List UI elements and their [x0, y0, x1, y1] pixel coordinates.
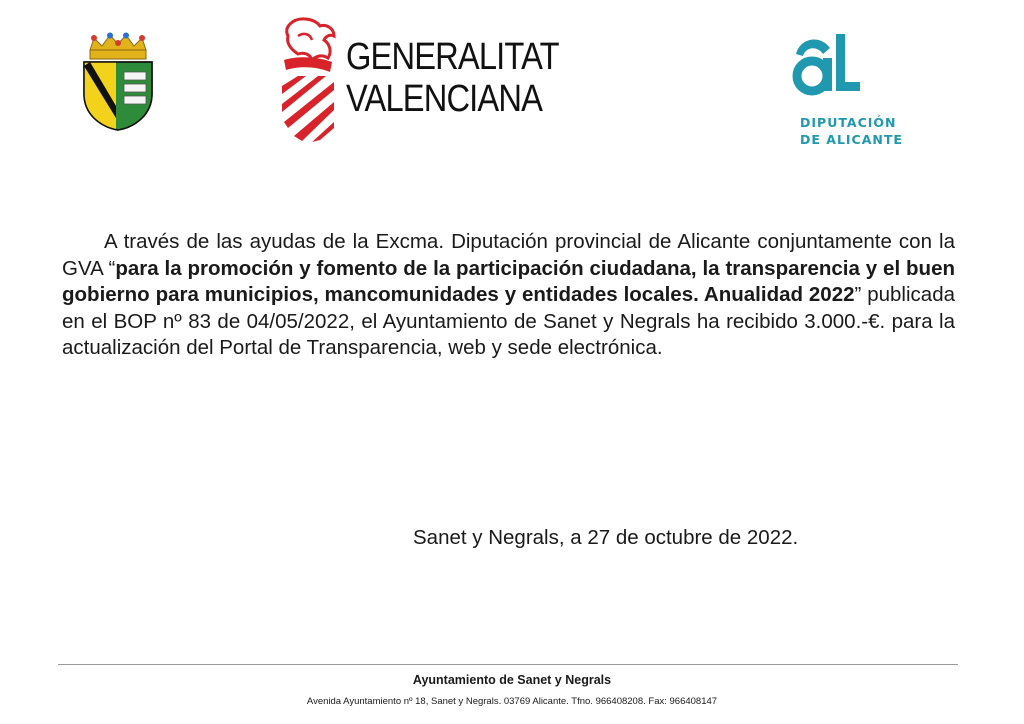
diputacion-line-1: DIPUTACIÓN [800, 115, 897, 130]
announcement-details: ” publicada en el BOP nº 83 de 04/05/2022, el Ayuntamiento de Sanet y Negrals ha recibido 3.000.-€. para la actualización del Portal de Transparencia, web y sede electrónica. [62, 283, 955, 359]
generalitat-line-1: GENERALITAT [346, 36, 559, 78]
footer-address: Avenida Ayuntamiento nº 18, Sanet y Negrals. 03769 Alicante. Tfno. 966408208. Fax: 966408147 [306, 696, 718, 707]
announcement-intro: A través de las ayudas de la Excma. Diputación provincial de Alicante conjuntamente con la GVA “ [62, 230, 955, 280]
generalitat-wordmark [346, 36, 559, 120]
signature-date-line: Sanet y Negrals, a 27 de octubre de 2022. [413, 526, 799, 549]
diputacion-wordmark [800, 114, 903, 148]
diputacion-line-2: DE ALICANTE [800, 132, 903, 147]
letterhead [0, 0, 1024, 160]
announcement-paragraph [62, 229, 955, 362]
footer-title: Ayuntamiento de Sanet y Negrals [412, 673, 612, 687]
generalitat-line-2: VALENCIANA [346, 78, 543, 120]
announcement-grant-title: para la promoción y fomento de la participación ciudadana, la transparencia y el buen gobierno para municipios, mancomunidades y entidades locales. Anualidad 2022 [62, 256, 955, 306]
footer-divider [58, 664, 958, 665]
coat-of-arms-icon [76, 32, 160, 132]
diputacion-logo-icon [790, 30, 860, 102]
generalitat-emblem-icon [276, 16, 338, 144]
